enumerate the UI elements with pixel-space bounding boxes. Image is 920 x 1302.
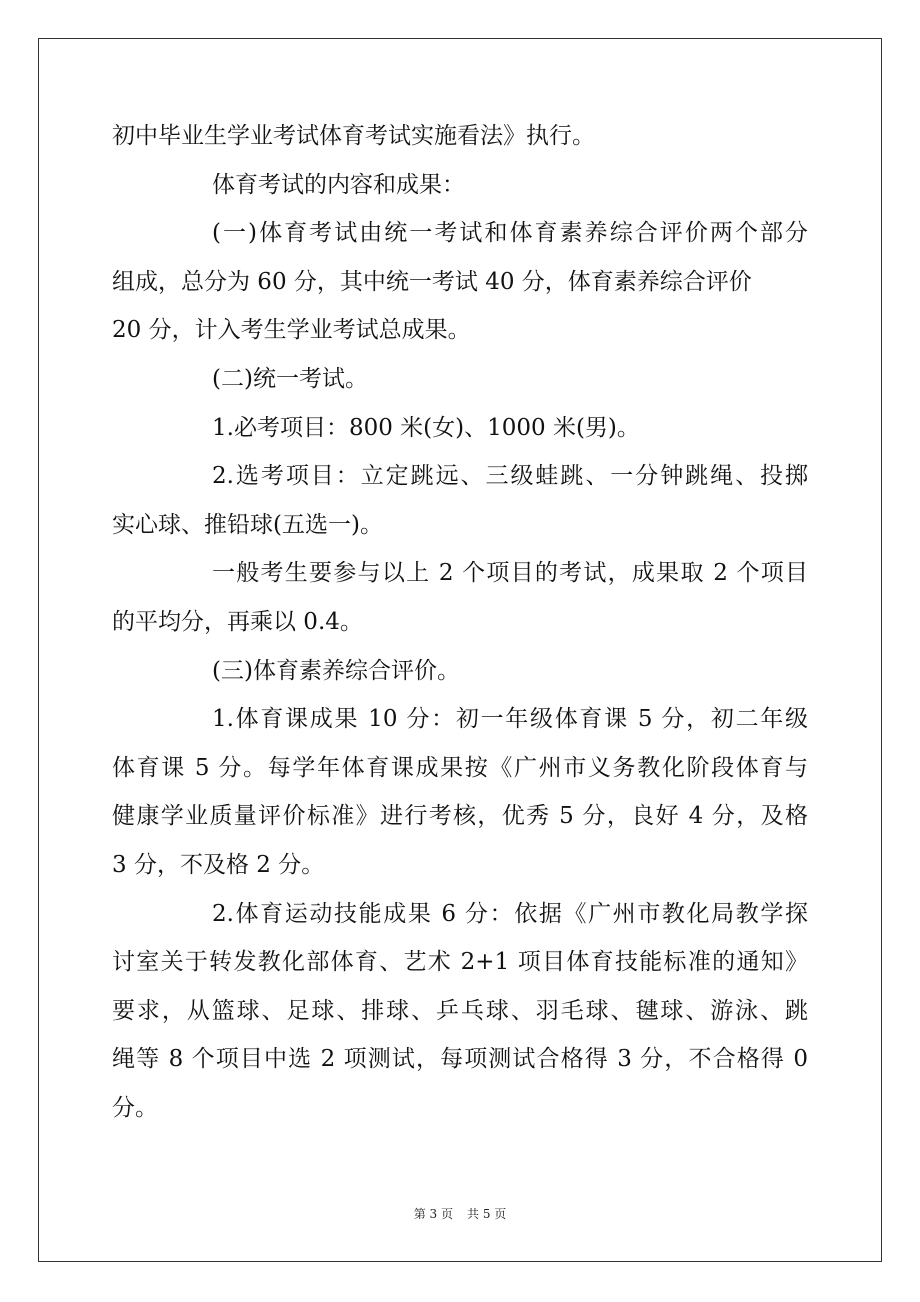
document-body [112, 112, 808, 1132]
text-line: 分。 [112, 1094, 158, 1121]
text-line: 体育课 5 分。每学年体育课成果按《广州市义务教化阶段体育与 [112, 754, 808, 781]
text-line: (三)体育素养综合评价。 [212, 657, 460, 684]
text-line: 实心球、推铅球(五选一)。 [112, 511, 383, 538]
text-line: 2.选考项目：立定跳远、三级蛙跳、一分钟跳绳、投掷 [212, 463, 808, 490]
text-line: 要求，从篮球、足球、排球、乒乓球、羽毛球、毽球、游泳、跳 [112, 997, 808, 1024]
text-line: 健康学业质量评价标准》进行考核，优秀 5 分，良好 4 分，及格 [112, 803, 808, 830]
text-line: 3 分，不及格 2 分。 [112, 851, 325, 878]
text-line: 绳等 8 个项目中选 2 项测试，每项测试合格得 3 分，不合格得 0 [112, 1046, 808, 1073]
page-footer [0, 1206, 920, 1222]
text-line: 讨室关于转发教化部体育、艺术 2+1 项目体育技能标准的通知》 [112, 949, 808, 976]
text-line: 2.体育运动技能成果 6 分：依据《广州市教化局教学探 [212, 900, 808, 927]
page-total: 共 5 页 [467, 1207, 507, 1221]
text-line: (二)统一考试。 [212, 365, 368, 392]
text-line: 一般考生要参与以上 2 个项目的考试，成果取 2 个项目 [212, 560, 808, 587]
page-number: 第 3 页 [413, 1207, 453, 1221]
text-line: 初中毕业生学业考试体育考试实施看法》执行。 [112, 123, 595, 149]
text-line: 1.必考项目：800 米(女)、1000 米(男)。 [212, 414, 640, 441]
text-line: 组成，总分为 60 分，其中统一考试 40 分，体育素养综合评价 [112, 268, 752, 295]
text-line: 1.体育课成果 10 分：初一年级体育课 5 分，初二年级 [212, 706, 808, 733]
text-line: 20 分，计入考生学业考试总成果。 [112, 317, 471, 344]
text-line: 体育考试的内容和成果： [212, 171, 465, 198]
text-line: 的平均分，再乘以 0.4。 [112, 608, 363, 635]
text-line: (一)体育考试由统一考试和体育素养综合评价两个部分 [212, 220, 808, 247]
